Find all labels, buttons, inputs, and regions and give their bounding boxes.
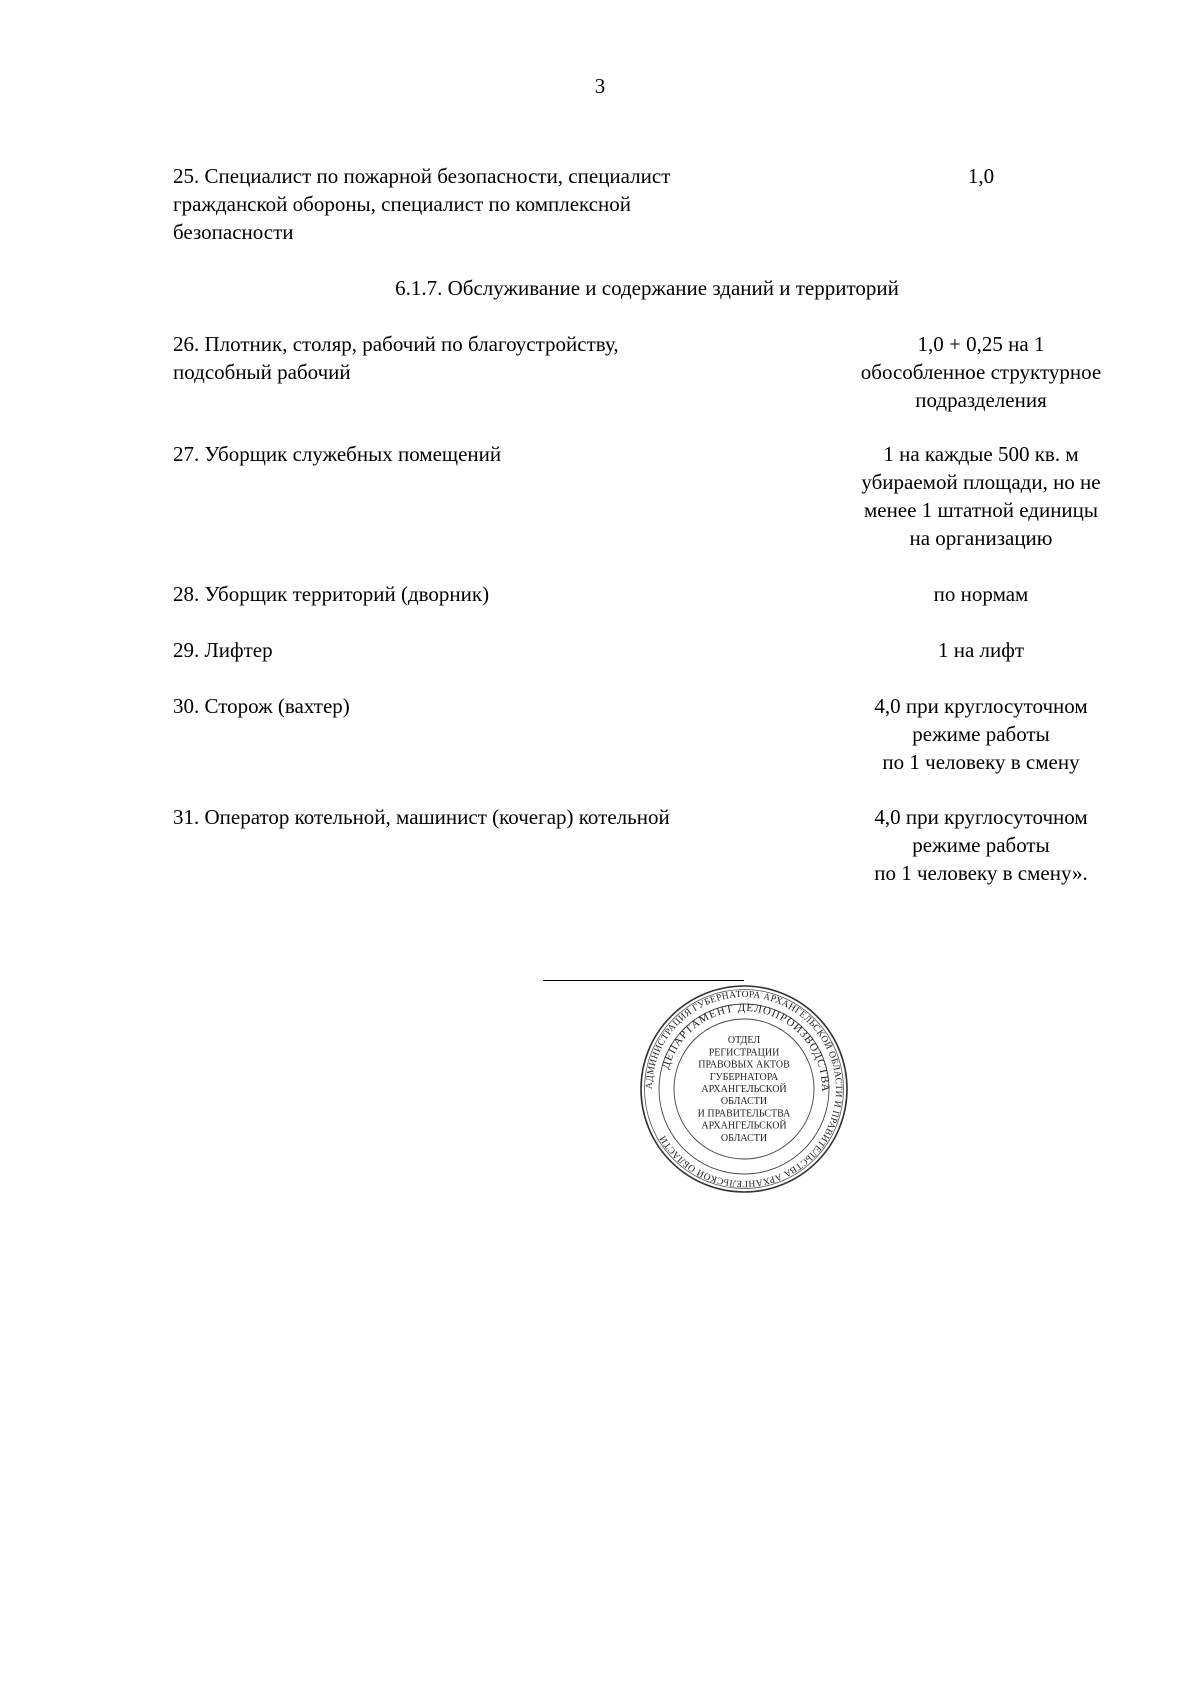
position-label: 28. Уборщик территорий (дворник) [173, 582, 490, 606]
stamp-center-line: И ПРАВИТЕЛЬСТВА [697, 1108, 791, 1120]
staff-norm-value: по нормам [933, 582, 1029, 606]
stamp-center-line: АРХАНГЕЛЬСКОЙ [701, 1120, 787, 1132]
stamp-center-text [698, 1035, 792, 1144]
staff-norm-value: 4,0 при круглосуточном режиме работы по 1 человеку в смену». [874, 805, 1088, 885]
position-label: 30. Сторож (вахтер) [173, 694, 350, 718]
staff-norm-value: 1,0 + 0,25 на 1 обособленное структурное подразделения [860, 332, 1102, 412]
position-label: 27. Уборщик служебных помещений [173, 442, 502, 466]
stamp-center-line: ПРАВОВЫХ АКТОВ [698, 1059, 790, 1071]
staff-norm-value: 1,0 [967, 164, 995, 188]
closing-rule [543, 980, 744, 981]
position-label: 25. Специалист по пожарной безопасности, специалист гражданской обороны, специалист по комплексной безопасности [173, 164, 671, 244]
position-label: 26. Плотник, столяр, рабочий по благоустройству, подсобный рабочий [173, 332, 619, 384]
staff-norm-value: 1 на каждые 500 кв. м убираемой площади, но не менее 1 штатной единицы на организацию [861, 442, 1101, 550]
stamp-center-line: ОБЛАСТИ [720, 1132, 768, 1144]
stamp-center-line: ОБЛАСТИ [720, 1096, 768, 1108]
stamp-seal-icon [638, 983, 850, 1195]
position-label: 29. Лифтер [173, 638, 273, 662]
stamp-center-line: АРХАНГЕЛЬСКОЙ [701, 1084, 787, 1095]
stamp-center-line: РЕГИСТРАЦИИ [708, 1047, 780, 1059]
position-label: 31. Оператор котельной, машинист (кочегар) котельной [173, 805, 670, 829]
page-number: 3 [594, 74, 606, 98]
stamp-outer-ring-text: АДМИНИСТРАЦИЯ ГУБЕРНАТОРА АРХАНГЕЛЬСКОЙ ОБЛАСТИ И ПРАВИТЕЛЬСТВА АРХАНГЕЛЬСКОЙ ОБЛАСТИ [644, 989, 844, 1189]
stamp-center-line: ГУБЕРНАТОРА [709, 1071, 779, 1083]
section-heading: 6.1.7. Обслуживание и содержание зданий и территорий [395, 276, 899, 300]
staff-norm-value: 1 на лифт [937, 638, 1025, 662]
stamp-dept-ring-text: ДЕПАРТАМЕНТ ДЕЛОПРОИЗВОДСТВА [659, 1001, 832, 1093]
stamp-center-line: ОТДЕЛ [727, 1035, 761, 1047]
staff-norm-value: 4,0 при круглосуточном режиме работы по 1 человеку в смену [874, 694, 1088, 774]
registration-stamp [638, 983, 850, 1195]
